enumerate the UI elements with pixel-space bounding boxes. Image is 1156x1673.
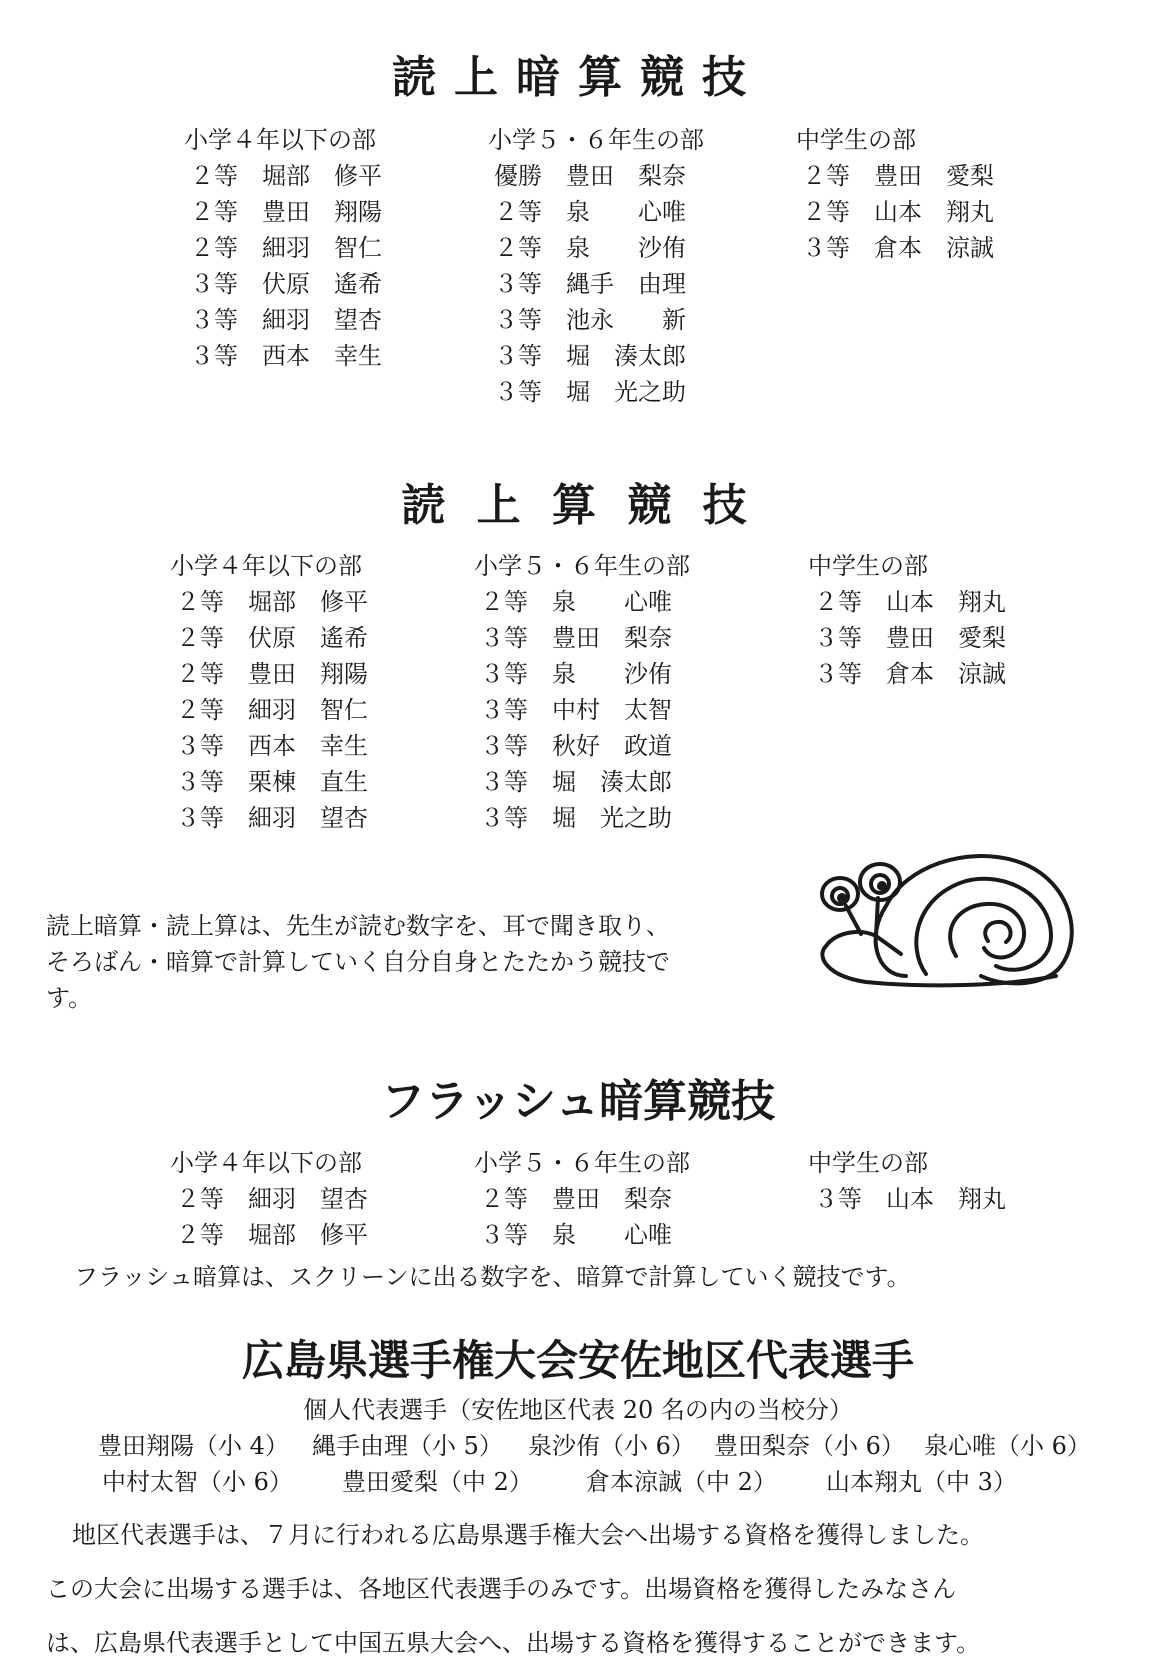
award-column	[808, 1145, 1006, 1217]
award-column	[474, 548, 690, 836]
representatives-paragraph-line: 地区代表選手は、７月に行われる広島県選手権大会へ出場する資格を獲得しました。	[72, 1521, 984, 1549]
award-entry: ２等 山本 翔丸	[802, 198, 994, 226]
award-entry: ２等 細羽 智仁	[176, 696, 368, 724]
award-entry: ３等 倉本 涼誠	[802, 234, 994, 262]
section-title-reading-mental: 読上暗算競技	[392, 52, 764, 103]
award-entry: ３等 堀 湊太郎	[494, 342, 686, 370]
award-entry: ３等 堀 光之助	[494, 378, 686, 406]
award-entry: ２等 泉 心唯	[480, 588, 672, 616]
representative-name: 倉本涼誠（中 2）	[586, 1468, 777, 1496]
award-entry: ２等 細羽 望杏	[176, 1185, 368, 1213]
representative-name: 山本翔丸（中 3）	[826, 1468, 1017, 1496]
award-entry: ３等 細羽 望杏	[190, 306, 382, 334]
award-column-heading: 中学生の部	[796, 126, 916, 154]
representatives-paragraph-line: は、広島県代表選手として中国五県大会へ、出場する資格を獲得することができます。	[46, 1629, 981, 1657]
representatives-paragraph-line: この大会に出場する選手は、各地区代表選手のみです。出場資格を獲得したみなさん	[46, 1575, 957, 1603]
representative-name: 泉沙侑（小 6）	[528, 1432, 695, 1460]
award-column	[488, 122, 704, 410]
representatives-title: 広島県選手権大会安佐地区代表選手	[241, 1336, 914, 1385]
award-entry: ３等 堀 湊太郎	[480, 768, 672, 796]
representative-name: 豊田梨奈（小 6）	[714, 1432, 905, 1460]
award-entry: ３等 池永 新	[494, 306, 686, 334]
award-entry: ３等 細羽 望杏	[176, 804, 368, 832]
award-entry: ２等 豊田 翔陽	[176, 660, 368, 688]
representatives-subtitle: 個人代表選手（安佐地区代表 20 名の内の当校分）	[303, 1396, 853, 1424]
award-entry: ３等 伏原 遙希	[190, 270, 382, 298]
award-column-heading: 小学４年以下の部	[184, 126, 376, 154]
award-entry: ２等 堀部 修平	[190, 162, 382, 190]
reading-note-line: す。	[46, 984, 93, 1012]
award-entry: ３等 中村 太智	[480, 696, 672, 724]
reading-note	[46, 908, 670, 1016]
representative-name: 豊田翔陽（小 4）	[98, 1432, 289, 1460]
award-column-heading: 小学４年以下の部	[170, 1149, 362, 1177]
representatives-paragraph	[46, 1508, 984, 1670]
award-column	[184, 122, 382, 374]
award-column	[808, 548, 1006, 692]
award-column	[474, 1145, 690, 1253]
award-entry: ３等 堀 光之助	[480, 804, 672, 832]
award-entry: ２等 細羽 智仁	[190, 234, 382, 262]
award-entry: ３等 縄手 由理	[494, 270, 686, 298]
award-entry: ２等 泉 沙侑	[494, 234, 686, 262]
award-entry: ２等 豊田 梨奈	[480, 1185, 672, 1213]
reading-note-line: 読上暗算・読上算は、先生が読む数字を、耳で聞き取り、	[46, 912, 670, 940]
award-entry: 優勝 豊田 梨奈	[494, 162, 686, 190]
representative-name: 縄手由理（小 5）	[312, 1432, 503, 1460]
award-entry: ３等 秋好 政道	[480, 732, 672, 760]
award-entry: ２等 堀部 修平	[176, 588, 368, 616]
award-column	[170, 1145, 368, 1253]
award-column	[796, 122, 994, 266]
award-entry: ２等 泉 心唯	[494, 198, 686, 226]
snail-illustration	[806, 836, 1086, 996]
award-entry: ２等 伏原 遙希	[176, 624, 368, 652]
award-entry: ２等 豊田 翔陽	[190, 198, 382, 226]
award-entry: ３等 山本 翔丸	[814, 1185, 1006, 1213]
award-column-heading: 中学生の部	[808, 552, 928, 580]
award-entry: ３等 豊田 梨奈	[480, 624, 672, 652]
award-entry: ３等 泉 沙侑	[480, 660, 672, 688]
award-entry: ３等 栗棟 直生	[176, 768, 368, 796]
award-column-heading: 小学５・６年生の部	[474, 1149, 690, 1177]
representative-name: 中村太智（小 6）	[102, 1468, 293, 1496]
award-entry: ２等 山本 翔丸	[814, 588, 1006, 616]
award-entry: ２等 豊田 愛梨	[802, 162, 994, 190]
section-title-reading-abacus: 読 上 算 競 技	[401, 480, 755, 531]
award-entry: ３等 西本 幸生	[176, 732, 368, 760]
award-entry: ３等 倉本 涼誠	[814, 660, 1006, 688]
flash-note: フラッシュ暗算は、スクリーンに出る数字を、暗算で計算していく競技です。	[74, 1263, 911, 1291]
representative-name: 泉心唯（小 6）	[924, 1432, 1091, 1460]
reading-note-line: そろばん・暗算で計算していく自分自身とたたかう競技で	[46, 948, 670, 976]
award-column-heading: 小学５・６年生の部	[488, 126, 704, 154]
award-entry: ３等 豊田 愛梨	[814, 624, 1006, 652]
representative-name: 豊田愛梨（中 2）	[342, 1468, 533, 1496]
award-entry: ２等 堀部 修平	[176, 1221, 368, 1249]
award-column-heading: 小学５・６年生の部	[474, 552, 690, 580]
award-entry: ３等 泉 心唯	[480, 1221, 672, 1249]
award-entry: ３等 西本 幸生	[190, 342, 382, 370]
section-title-flash: フラッシュ暗算競技	[380, 1076, 776, 1127]
award-column-heading: 中学生の部	[808, 1149, 928, 1177]
award-column-heading: 小学４年以下の部	[170, 552, 362, 580]
award-column	[170, 548, 368, 836]
